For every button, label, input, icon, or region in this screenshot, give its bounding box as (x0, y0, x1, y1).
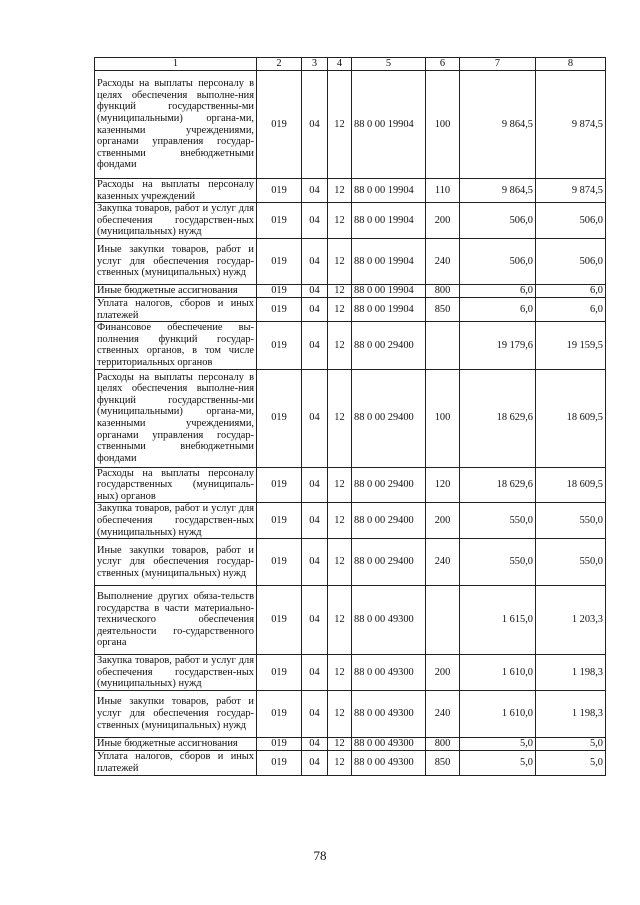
column-header: 3 (302, 58, 328, 71)
subsection-code-cell: 12 (328, 238, 352, 284)
table-row (95, 690, 606, 737)
expense-name-cell: Расходы на выплаты персоналу в целях обеспечения выполне-ния функций государственны-ми (муниципальными) органа-ми, казенными учреждениями, органами управления государ-ственными внебюджетными фондами (95, 71, 257, 179)
section-code-cell: 04 (302, 203, 328, 239)
amount-year1-cell: 18 629,6 (460, 369, 536, 467)
expense-name-cell: Иные бюджетные ассигнования (95, 737, 257, 750)
table-header-row (95, 58, 606, 71)
table-row (95, 322, 606, 369)
expense-type-cell: 800 (426, 737, 460, 750)
amount-year2-cell: 1 198,3 (536, 690, 606, 737)
amount-year2-cell: 6,0 (536, 284, 606, 297)
expense-name-cell: Расходы на выплаты персоналу государственных (муниципаль-ных) органов (95, 467, 257, 503)
amount-year2-cell: 5,0 (536, 750, 606, 775)
subsection-code-cell: 12 (328, 467, 352, 503)
ministry-code-cell: 019 (257, 750, 302, 775)
expense-type-cell: 100 (426, 369, 460, 467)
expense-type-cell: 240 (426, 539, 460, 586)
amount-year2-cell: 9 874,5 (536, 71, 606, 179)
table-row (95, 238, 606, 284)
column-header: 2 (257, 58, 302, 71)
amount-year1-cell: 6,0 (460, 297, 536, 321)
subsection-code-cell: 12 (328, 179, 352, 203)
target-article-cell: 88 0 00 49300 (352, 750, 426, 775)
section-code-cell: 04 (302, 369, 328, 467)
section-code-cell: 04 (302, 179, 328, 203)
expense-name-cell: Финансовое обеспечение вы-полнения функций государ-ственных органов, в том числе территориальных органов (95, 322, 257, 369)
amount-year2-cell: 6,0 (536, 297, 606, 321)
amount-year1-cell: 18 629,6 (460, 467, 536, 503)
ministry-code-cell: 019 (257, 690, 302, 737)
expense-type-cell: 200 (426, 503, 460, 539)
budget-table (94, 57, 606, 776)
table-row (95, 297, 606, 321)
amount-year2-cell: 18 609,5 (536, 467, 606, 503)
subsection-code-cell: 12 (328, 586, 352, 655)
target-article-cell: 88 0 00 19904 (352, 297, 426, 321)
expense-name-cell: Иные закупки товаров, работ и услуг для обеспечения государ-ственных (муниципальных) нужд (95, 690, 257, 737)
ministry-code-cell: 019 (257, 467, 302, 503)
expense-name-cell: Закупка товаров, работ и услуг для обеспечения государствен-ных (муниципальных) нужд (95, 503, 257, 539)
amount-year1-cell: 506,0 (460, 203, 536, 239)
amount-year2-cell: 19 159,5 (536, 322, 606, 369)
table-row (95, 737, 606, 750)
table-row (95, 539, 606, 586)
expense-type-cell: 850 (426, 750, 460, 775)
subsection-code-cell: 12 (328, 284, 352, 297)
amount-year1-cell: 550,0 (460, 503, 536, 539)
expense-type-cell: 200 (426, 655, 460, 691)
amount-year2-cell: 18 609,5 (536, 369, 606, 467)
table-row (95, 750, 606, 775)
column-header: 8 (536, 58, 606, 71)
section-code-cell: 04 (302, 690, 328, 737)
expense-type-cell: 120 (426, 467, 460, 503)
amount-year1-cell: 9 864,5 (460, 179, 536, 203)
subsection-code-cell: 12 (328, 369, 352, 467)
target-article-cell: 88 0 00 49300 (352, 655, 426, 691)
expense-name-cell: Закупка товаров, работ и услуг для обеспечения государствен-ных (муниципальных) нужд (95, 203, 257, 239)
expense-type-cell: 240 (426, 238, 460, 284)
section-code-cell: 04 (302, 539, 328, 586)
table-row (95, 586, 606, 655)
target-article-cell: 88 0 00 49300 (352, 737, 426, 750)
section-code-cell: 04 (302, 284, 328, 297)
table-row (95, 284, 606, 297)
expense-name-cell: Иные закупки товаров, работ и услуг для обеспечения государ-ственных (муниципальных) нужд (95, 539, 257, 586)
table-row (95, 655, 606, 691)
subsection-code-cell: 12 (328, 322, 352, 369)
amount-year1-cell: 1 615,0 (460, 586, 536, 655)
amount-year1-cell: 5,0 (460, 737, 536, 750)
expense-type-cell: 200 (426, 203, 460, 239)
amount-year1-cell: 506,0 (460, 238, 536, 284)
amount-year2-cell: 506,0 (536, 238, 606, 284)
expense-name-cell: Уплата налогов, сборов и иных платежей (95, 297, 257, 321)
expense-name-cell: Уплата налогов, сборов и иных платежей (95, 750, 257, 775)
expense-type-cell: 240 (426, 690, 460, 737)
ministry-code-cell: 019 (257, 369, 302, 467)
expense-name-cell: Расходы на выплаты персоналу казенных учреждений (95, 179, 257, 203)
amount-year1-cell: 9 864,5 (460, 71, 536, 179)
amount-year1-cell: 1 610,0 (460, 655, 536, 691)
section-code-cell: 04 (302, 297, 328, 321)
amount-year2-cell: 5,0 (536, 737, 606, 750)
ministry-code-cell: 019 (257, 284, 302, 297)
expense-type-cell (426, 322, 460, 369)
target-article-cell: 88 0 00 49300 (352, 690, 426, 737)
section-code-cell: 04 (302, 503, 328, 539)
section-code-cell: 04 (302, 238, 328, 284)
expense-name-cell: Выполнение других обяза-тельств государства в части материально-технического обеспечения деятельности го-сударственного органа (95, 586, 257, 655)
ministry-code-cell: 019 (257, 238, 302, 284)
subsection-code-cell: 12 (328, 690, 352, 737)
target-article-cell: 88 0 00 19904 (352, 203, 426, 239)
amount-year2-cell: 1 198,3 (536, 655, 606, 691)
amount-year2-cell: 550,0 (536, 539, 606, 586)
ministry-code-cell: 019 (257, 655, 302, 691)
expense-name-cell: Расходы на выплаты персоналу в целях обеспечения выполне-ния функций государственны-ми (муниципальными) органа-ми, казенными учреждениями, органами управления государ-ственными внебюджетными фондами (95, 369, 257, 467)
target-article-cell: 88 0 00 29400 (352, 322, 426, 369)
column-header: 7 (460, 58, 536, 71)
ministry-code-cell: 019 (257, 737, 302, 750)
expense-name-cell: Закупка товаров, работ и услуг для обеспечения государствен-ных (муниципальных) нужд (95, 655, 257, 691)
subsection-code-cell: 12 (328, 503, 352, 539)
ministry-code-cell: 019 (257, 503, 302, 539)
section-code-cell: 04 (302, 750, 328, 775)
amount-year1-cell: 5,0 (460, 750, 536, 775)
section-code-cell: 04 (302, 655, 328, 691)
section-code-cell: 04 (302, 71, 328, 179)
table-row (95, 369, 606, 467)
amount-year2-cell: 1 203,3 (536, 586, 606, 655)
section-code-cell: 04 (302, 737, 328, 750)
column-header: 6 (426, 58, 460, 71)
column-header: 4 (328, 58, 352, 71)
ministry-code-cell: 019 (257, 322, 302, 369)
subsection-code-cell: 12 (328, 71, 352, 179)
expense-type-cell: 100 (426, 71, 460, 179)
expense-type-cell: 800 (426, 284, 460, 297)
section-code-cell: 04 (302, 322, 328, 369)
ministry-code-cell: 019 (257, 71, 302, 179)
target-article-cell: 88 0 00 19904 (352, 238, 426, 284)
subsection-code-cell: 12 (328, 203, 352, 239)
ministry-code-cell: 019 (257, 203, 302, 239)
expense-name-cell: Иные закупки товаров, работ и услуг для обеспечения государ-ственных (муниципальных) нужд (95, 238, 257, 284)
target-article-cell: 88 0 00 19904 (352, 179, 426, 203)
table-row (95, 179, 606, 203)
subsection-code-cell: 12 (328, 737, 352, 750)
table-row (95, 503, 606, 539)
amount-year1-cell: 19 179,6 (460, 322, 536, 369)
target-article-cell: 88 0 00 19904 (352, 71, 426, 179)
subsection-code-cell: 12 (328, 655, 352, 691)
target-article-cell: 88 0 00 29400 (352, 539, 426, 586)
target-article-cell: 88 0 00 29400 (352, 369, 426, 467)
target-article-cell: 88 0 00 19904 (352, 284, 426, 297)
table-row (95, 203, 606, 239)
expense-type-cell: 110 (426, 179, 460, 203)
section-code-cell: 04 (302, 586, 328, 655)
expense-type-cell: 850 (426, 297, 460, 321)
column-header: 5 (352, 58, 426, 71)
target-article-cell: 88 0 00 29400 (352, 467, 426, 503)
table-row (95, 467, 606, 503)
subsection-code-cell: 12 (328, 750, 352, 775)
ministry-code-cell: 019 (257, 297, 302, 321)
page-number: 78 (313, 848, 327, 863)
amount-year2-cell: 9 874,5 (536, 179, 606, 203)
expense-type-cell (426, 586, 460, 655)
ministry-code-cell: 019 (257, 539, 302, 586)
amount-year1-cell: 550,0 (460, 539, 536, 586)
amount-year1-cell: 1 610,0 (460, 690, 536, 737)
column-header: 1 (95, 58, 257, 71)
table-row (95, 71, 606, 179)
amount-year2-cell: 506,0 (536, 203, 606, 239)
subsection-code-cell: 12 (328, 297, 352, 321)
ministry-code-cell: 019 (257, 179, 302, 203)
amount-year2-cell: 550,0 (536, 503, 606, 539)
subsection-code-cell: 12 (328, 539, 352, 586)
target-article-cell: 88 0 00 29400 (352, 503, 426, 539)
section-code-cell: 04 (302, 467, 328, 503)
expense-name-cell: Иные бюджетные ассигнования (95, 284, 257, 297)
target-article-cell: 88 0 00 49300 (352, 586, 426, 655)
ministry-code-cell: 019 (257, 586, 302, 655)
amount-year1-cell: 6,0 (460, 284, 536, 297)
